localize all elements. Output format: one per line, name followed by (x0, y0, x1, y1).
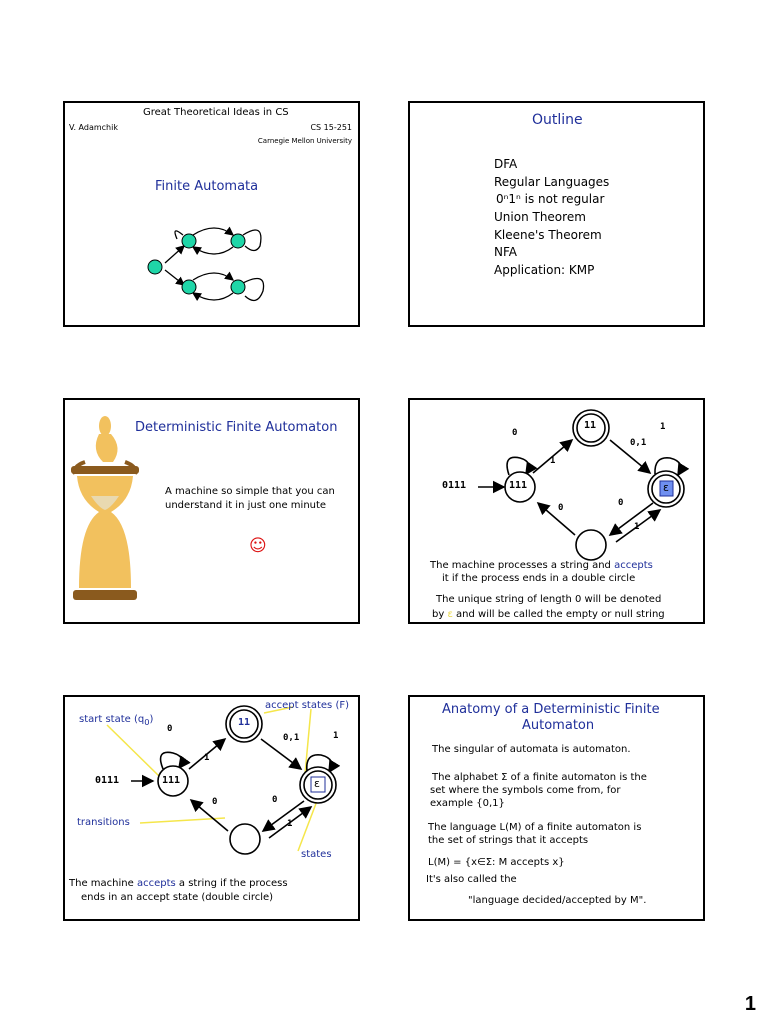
state-label: 11 (584, 420, 597, 431)
anatomy-text: example {0,1} (430, 798, 505, 809)
node-3 (182, 280, 196, 294)
outline-item: DFA (494, 157, 518, 171)
outline-title: Outline (532, 112, 583, 128)
anatomy-text: The singular of automata is automaton. (432, 744, 631, 755)
slide-title (63, 101, 360, 327)
automaton-illustration (65, 103, 360, 327)
node-start (148, 260, 162, 274)
node-4 (231, 280, 245, 294)
edge-label: 0 (212, 797, 218, 807)
edge-label: 1 (550, 456, 556, 466)
edge-label: 0 (272, 795, 278, 805)
edge-label: 0 (558, 503, 564, 513)
input-string: 0111 (95, 775, 120, 786)
slide-dfa-example (408, 398, 705, 624)
outline-item: Regular Languages (494, 175, 610, 189)
accept-states-label: accept states (F) (265, 700, 349, 711)
node-2 (231, 234, 245, 248)
slide-anatomy (408, 695, 705, 921)
slide-outline (408, 101, 705, 327)
outline-item: 0ⁿ1ⁿ is not regular (496, 192, 605, 206)
page-number: 1 (744, 993, 756, 1015)
edge-label: 1 (204, 753, 210, 763)
university: Carnegie Mellon University (257, 137, 352, 145)
author: V. Adamchik (69, 123, 118, 132)
outline-item: Union Theorem (494, 210, 586, 224)
outline-item: Kleene's Theorem (494, 228, 602, 242)
slide-dfa-annotated (63, 695, 360, 921)
state-label: 111 (162, 775, 181, 786)
edge-label: 0 (167, 724, 173, 734)
outline-item: NFA (494, 245, 517, 259)
intro-line: A machine so simple that you can (165, 486, 335, 497)
start-state-label: start state $(q_0)$ (79, 714, 154, 727)
caption-line: ends in an accept state (double circle) (81, 892, 274, 903)
anatomy-text: L(M) = {x∈Σ: M accepts x} (428, 857, 565, 868)
state-label: 111 (509, 480, 528, 491)
smiley-icon: ☺ (249, 536, 267, 556)
anatomy-text: It's also called the (426, 874, 517, 885)
state-label: ε (314, 777, 320, 790)
anatomy-text: The alphabet Σ of a finite automaton is the (432, 772, 647, 783)
caption-line: by ε and will be called the empty or null string (432, 609, 665, 620)
intro-line: understand it in just one minute (165, 500, 327, 511)
node-1 (182, 234, 196, 248)
edge-label: 0,1 (630, 438, 647, 448)
slide-dfa-intro (63, 398, 360, 624)
state-label: 11 (238, 717, 251, 728)
edge-label: 1 (287, 819, 293, 829)
course-name: Great Theoretical Ideas in CS (143, 107, 289, 118)
outline-item: Application: KMP (494, 263, 595, 277)
caption-line: it if the process ends in a double circle (442, 573, 636, 584)
anatomy-text: set where the symbols come from, for (430, 785, 621, 796)
caption-line: The machine accepts a string if the process (69, 878, 288, 889)
slide-title-text: Finite Automata (155, 179, 259, 194)
caption-line: The unique string of length 0 will be denoted (436, 594, 662, 605)
edge-label: 1 (333, 731, 339, 741)
edge-label: 0,1 (283, 733, 300, 743)
edge-label: 1 (660, 422, 666, 432)
state-label: ε (663, 481, 669, 494)
transitions-label: transitions (77, 817, 130, 828)
edge-label: 0 (512, 428, 518, 438)
edge-label: 0 (618, 498, 624, 508)
states-label: states (301, 849, 332, 860)
anatomy-title: Automaton (522, 718, 595, 733)
anatomy-text: "language decided/accepted by M". (468, 895, 647, 906)
slide-title-text: Deterministic Finite Automaton (135, 420, 338, 435)
course-code: CS 15-251 (310, 123, 352, 132)
anatomy-text: the set of strings that it accepts (428, 835, 589, 846)
anatomy-text: The language L(M) of a finite automaton is (428, 822, 642, 833)
anatomy-title: Anatomy of a Deterministic Finite (442, 702, 660, 717)
edge-label: 1 (634, 522, 640, 532)
caption-line: The machine processes a string and accepts (430, 560, 653, 571)
input-string: 0111 (442, 480, 467, 491)
